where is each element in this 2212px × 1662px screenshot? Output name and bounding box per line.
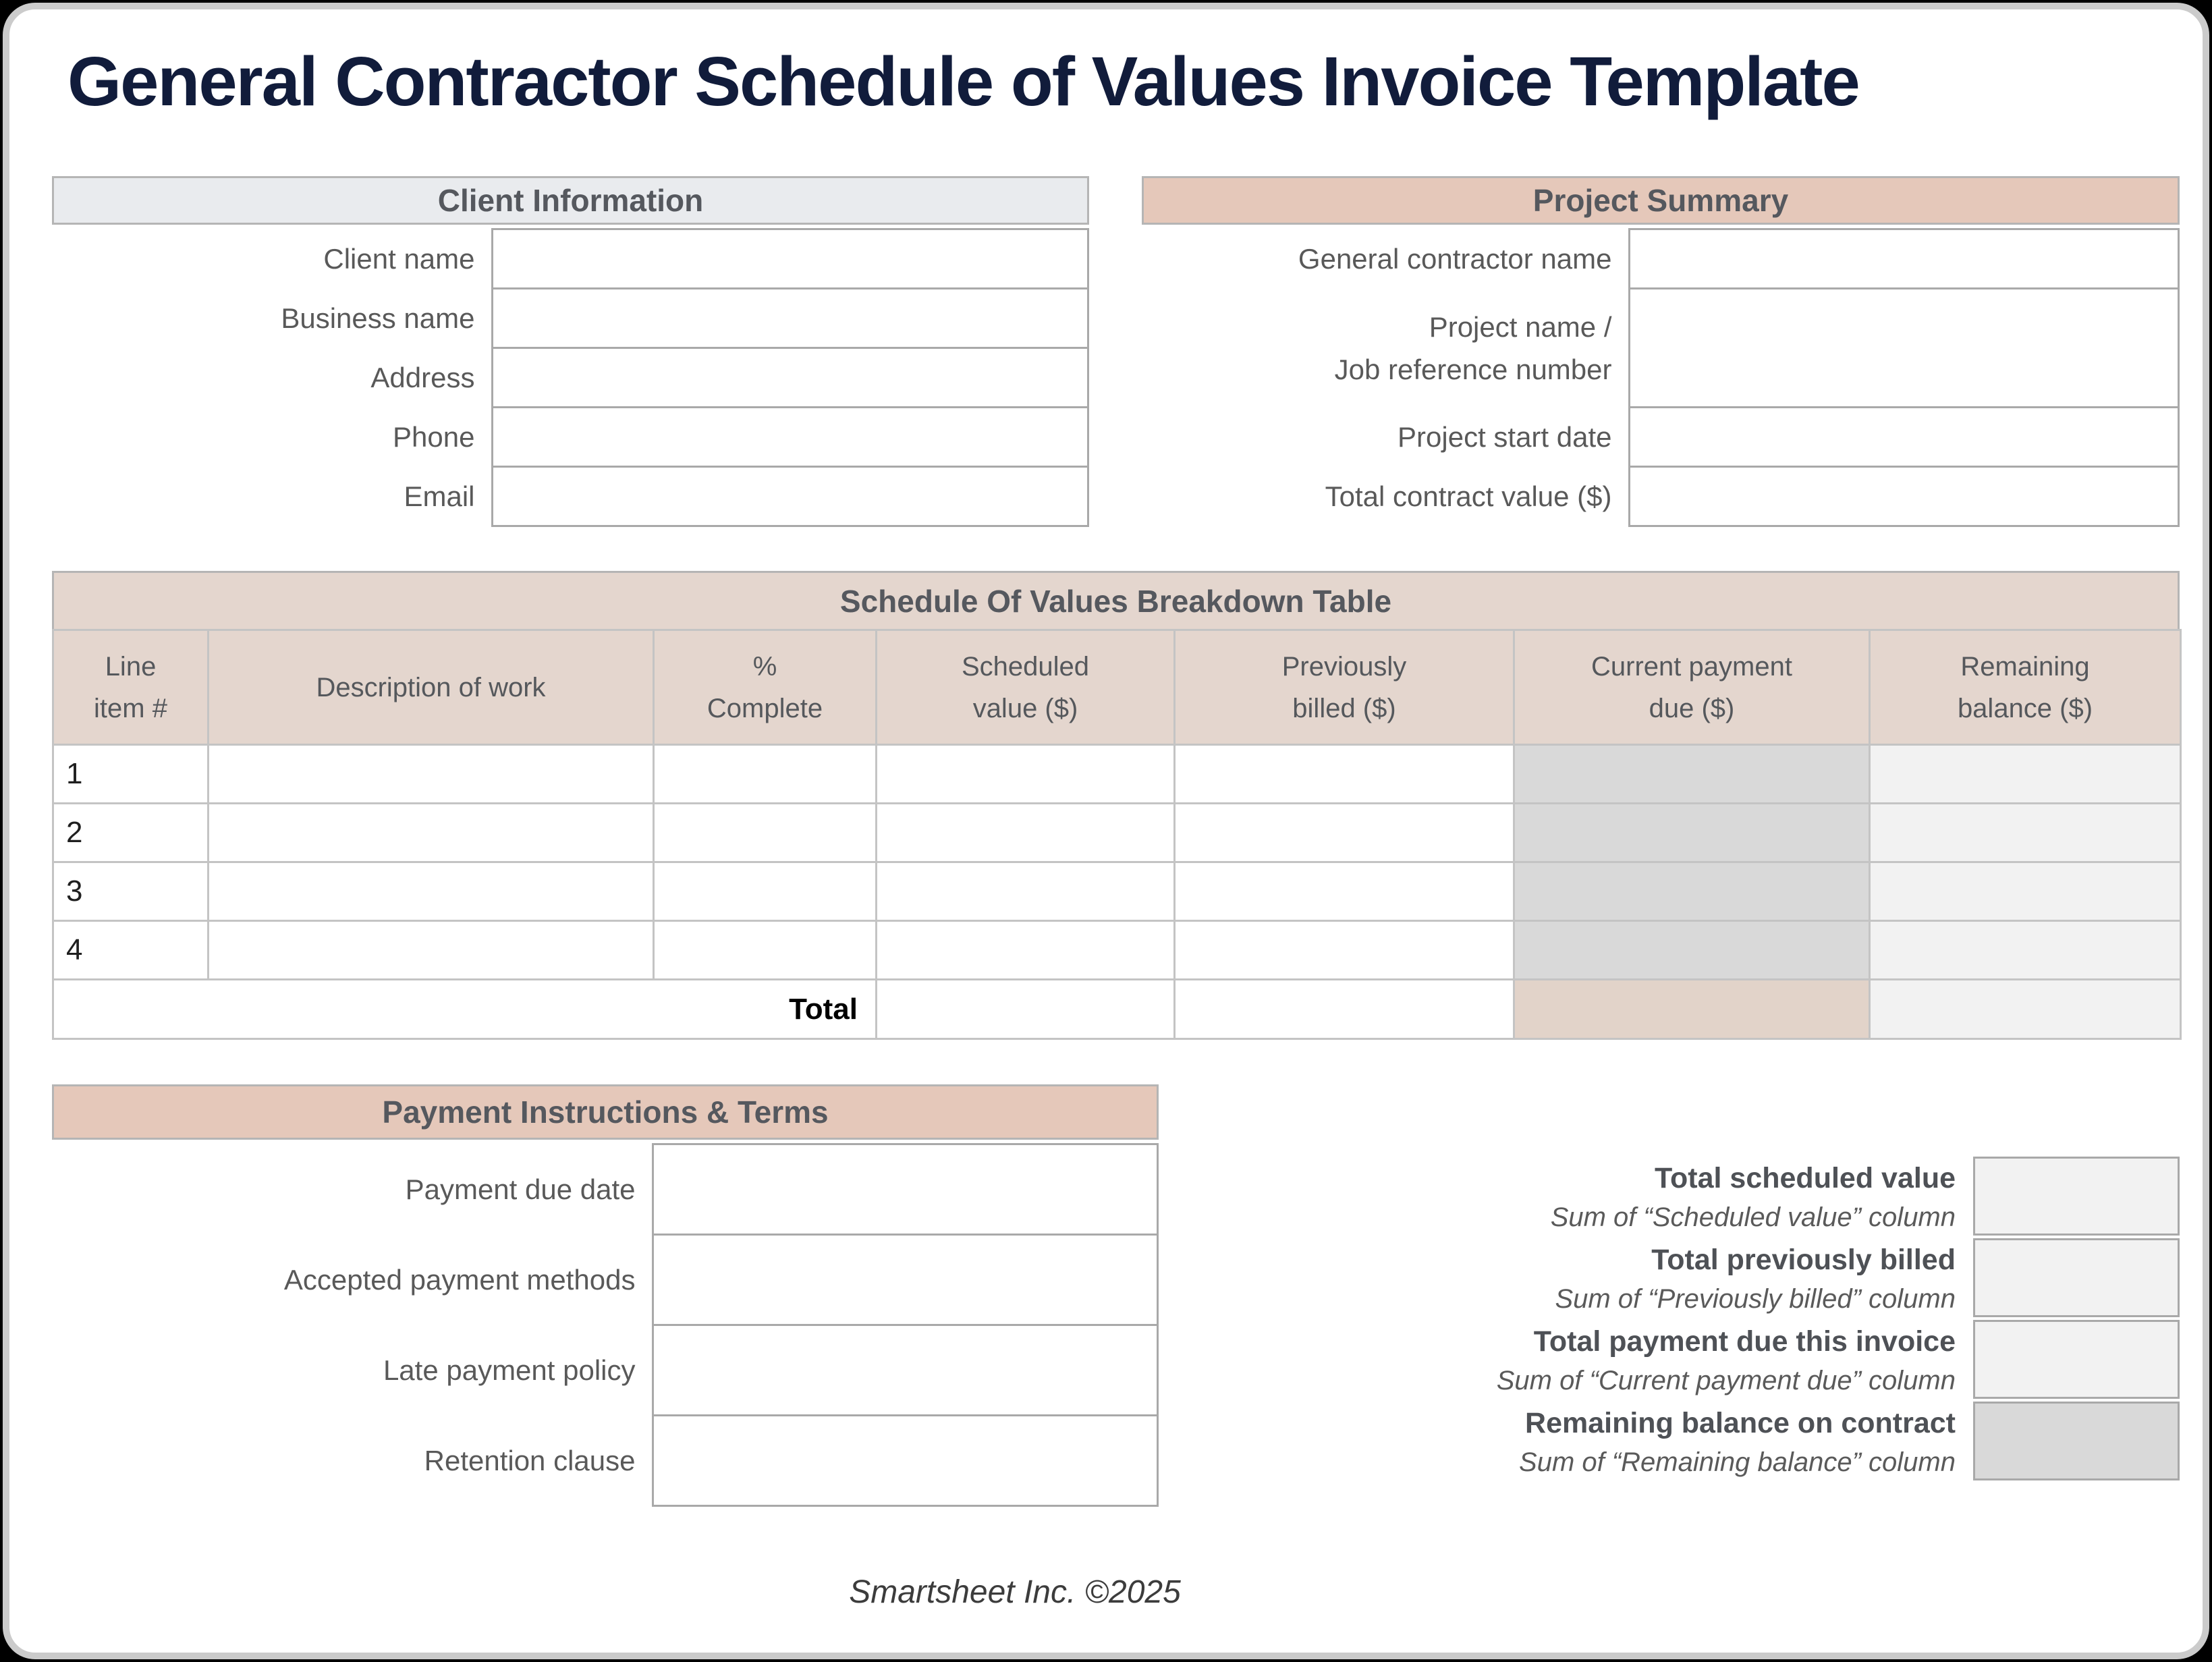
remaining-balance-box xyxy=(1973,1402,2180,1480)
project-start-date-input[interactable] xyxy=(1629,408,2179,467)
table-row xyxy=(52,1144,1158,1235)
total-payment-due-row xyxy=(1224,1320,2180,1399)
remaining-balance-cell xyxy=(1870,862,2181,921)
current-payment-due-cell xyxy=(1514,804,1870,862)
scheduled-value-cell[interactable] xyxy=(877,745,1175,804)
table-row xyxy=(1142,408,2179,467)
project-summary-header: Project Summary xyxy=(1142,176,2180,225)
column-header-row xyxy=(53,630,2181,745)
general-contractor-name-label xyxy=(1142,229,1629,289)
column-header-line: due ($) xyxy=(1649,693,1735,723)
business-name-input[interactable] xyxy=(492,289,1088,348)
phone-input[interactable] xyxy=(492,408,1088,467)
line-item-number: 2 xyxy=(53,804,209,862)
scheduled-value-cell[interactable] xyxy=(877,862,1175,921)
total-contract-value-label xyxy=(1142,467,1629,526)
column-header-remaining-balance xyxy=(1870,630,2181,745)
column-header-line: Complete xyxy=(707,693,823,723)
table-row xyxy=(52,467,1088,526)
percent-complete-cell[interactable] xyxy=(654,804,877,862)
table-row xyxy=(52,1416,1158,1506)
current-payment-due-cell xyxy=(1514,862,1870,921)
remaining-balance-cell xyxy=(1870,804,2181,862)
column-header-line: balance ($) xyxy=(1957,693,2093,723)
line-item-number: 4 xyxy=(53,921,209,980)
project-summary-table xyxy=(1142,228,2180,527)
email-label: Email xyxy=(404,480,475,512)
table-row xyxy=(53,921,2181,980)
column-header-line: Scheduled xyxy=(961,651,1090,682)
accepted-payment-methods-label: Accepted payment methods xyxy=(283,1264,636,1296)
totals-text xyxy=(1224,1404,1973,1478)
totals-summary-block xyxy=(1224,1157,2180,1483)
total-scheduled-value-cell xyxy=(877,980,1175,1039)
column-header-line-item xyxy=(53,630,209,745)
total-previously-billed-row xyxy=(1224,1238,2180,1317)
late-payment-policy-input[interactable] xyxy=(653,1325,1158,1416)
column-header-current-payment-due xyxy=(1514,630,1870,745)
schedule-of-values-title: Schedule Of Values Breakdown Table xyxy=(52,571,2180,629)
page-title: General Contractor Schedule of Values Invoice Template xyxy=(67,43,1859,120)
total-scheduled-value-row xyxy=(1224,1157,2180,1236)
total-row xyxy=(53,980,2181,1039)
total-scheduled-value-sublabel: Sum of “Scheduled value” column xyxy=(1550,1202,1956,1232)
schedule-of-values-table xyxy=(52,629,2182,1040)
previously-billed-cell[interactable] xyxy=(1175,745,1514,804)
client-information-table xyxy=(52,228,1089,527)
total-payment-due-label: Total payment due this invoice xyxy=(1533,1325,1956,1358)
label-line: Total contract value ($) xyxy=(1325,480,1612,512)
total-payment-due-box xyxy=(1973,1320,2180,1399)
total-scheduled-value-box xyxy=(1973,1157,2180,1236)
remaining-balance-cell xyxy=(1870,745,2181,804)
client-information-header: Client Information xyxy=(52,176,1089,225)
previously-billed-cell[interactable] xyxy=(1175,804,1514,862)
business-name-label: Business name xyxy=(281,302,475,334)
column-header-line: % xyxy=(752,651,777,682)
description-cell[interactable] xyxy=(209,804,654,862)
payment-due-date-input[interactable] xyxy=(653,1144,1158,1235)
table-row xyxy=(53,804,2181,862)
payment-due-date-label: Payment due date xyxy=(405,1173,636,1205)
column-header-scheduled-value xyxy=(877,630,1175,745)
retention-clause-label: Retention clause xyxy=(424,1445,636,1476)
address-label: Address xyxy=(370,362,475,393)
remaining-balance-label: Remaining balance on contract xyxy=(1525,1407,1956,1440)
table-row xyxy=(52,1325,1158,1416)
percent-complete-cell[interactable] xyxy=(654,921,877,980)
column-header-line: Current payment xyxy=(1591,651,1792,682)
schedule-of-values-panel xyxy=(52,571,2180,1040)
total-label: Total xyxy=(53,980,877,1039)
total-previously-billed-cell xyxy=(1175,980,1514,1039)
column-header-line: item # xyxy=(94,693,167,723)
percent-complete-cell[interactable] xyxy=(654,745,877,804)
current-payment-due-cell xyxy=(1514,921,1870,980)
table-row xyxy=(52,1235,1158,1325)
footer-copyright: Smartsheet Inc. ©2025 xyxy=(849,1574,1181,1610)
remaining-balance-sublabel: Sum of “Remaining balance” column xyxy=(1519,1447,1956,1477)
totals-text xyxy=(1224,1322,1973,1396)
line-item-number: 1 xyxy=(53,745,209,804)
table-row xyxy=(1142,229,2179,289)
payment-instructions-table xyxy=(52,1143,1159,1507)
payment-instructions-panel xyxy=(52,1084,1159,1507)
project-summary-panel xyxy=(1142,176,2180,527)
table-row xyxy=(52,348,1088,408)
column-header-line: value ($) xyxy=(972,693,1078,723)
line-item-number: 3 xyxy=(53,862,209,921)
accepted-payment-methods-input[interactable] xyxy=(653,1235,1158,1325)
label-line: Project name / xyxy=(1429,310,1612,343)
email-input[interactable] xyxy=(492,467,1088,526)
table-row xyxy=(1142,467,2179,526)
total-previously-billed-box xyxy=(1973,1238,2180,1317)
table-row xyxy=(52,229,1088,289)
description-cell[interactable] xyxy=(209,921,654,980)
current-payment-due-cell xyxy=(1514,745,1870,804)
template-card xyxy=(3,3,2209,1659)
address-input[interactable] xyxy=(492,348,1088,408)
total-contract-value-input[interactable] xyxy=(1629,467,2179,526)
column-header-line: Previously xyxy=(1281,651,1407,682)
client-name-input[interactable] xyxy=(492,229,1088,289)
late-payment-policy-label: Late payment policy xyxy=(383,1354,636,1386)
percent-complete-cell[interactable] xyxy=(654,862,877,921)
totals-text xyxy=(1224,1240,1973,1314)
previously-billed-cell[interactable] xyxy=(1175,921,1514,980)
table-row xyxy=(1142,289,2179,408)
client-name-label: Client name xyxy=(323,243,475,275)
total-payment-due-sublabel: Sum of “Current payment due” column xyxy=(1496,1365,1956,1395)
phone-label: Phone xyxy=(393,421,475,453)
project-name-job-reference-input[interactable] xyxy=(1629,289,2179,408)
table-row xyxy=(53,862,2181,921)
column-header-line: Description of work xyxy=(316,672,546,702)
column-header-line: Remaining xyxy=(1960,651,2090,682)
column-header-percent-complete xyxy=(654,630,877,745)
scheduled-value-cell[interactable] xyxy=(877,921,1175,980)
table-row xyxy=(52,408,1088,467)
previously-billed-cell[interactable] xyxy=(1175,862,1514,921)
client-information-panel xyxy=(52,176,1089,527)
table-row xyxy=(53,745,2181,804)
label-line: Job reference number xyxy=(1334,353,1612,385)
total-previously-billed-sublabel: Sum of “Previously billed” column xyxy=(1555,1283,1956,1314)
general-contractor-name-input[interactable] xyxy=(1629,229,2179,289)
column-header-line: billed ($) xyxy=(1292,693,1396,723)
total-remaining-balance-cell xyxy=(1870,980,2181,1039)
description-cell[interactable] xyxy=(209,745,654,804)
project-name-job-reference-label xyxy=(1142,289,1629,408)
label-line: Project start date xyxy=(1398,421,1612,453)
total-scheduled-value-label: Total scheduled value xyxy=(1654,1162,1956,1195)
retention-clause-input[interactable] xyxy=(653,1416,1158,1506)
scheduled-value-cell[interactable] xyxy=(877,804,1175,862)
total-previously-billed-label: Total previously billed xyxy=(1651,1244,1956,1277)
column-header-description xyxy=(209,630,654,745)
table-row xyxy=(52,289,1088,348)
remaining-balance-cell xyxy=(1870,921,2181,980)
total-current-payment-due-cell xyxy=(1514,980,1870,1039)
remaining-balance-row xyxy=(1224,1402,2180,1480)
project-start-date-label xyxy=(1142,408,1629,467)
description-cell[interactable] xyxy=(209,862,654,921)
label-line: General contractor name xyxy=(1298,243,1612,275)
column-header-line: Line xyxy=(105,651,157,682)
column-header-previously-billed xyxy=(1175,630,1514,745)
totals-text xyxy=(1224,1159,1973,1233)
payment-instructions-header: Payment Instructions & Terms xyxy=(52,1084,1159,1140)
